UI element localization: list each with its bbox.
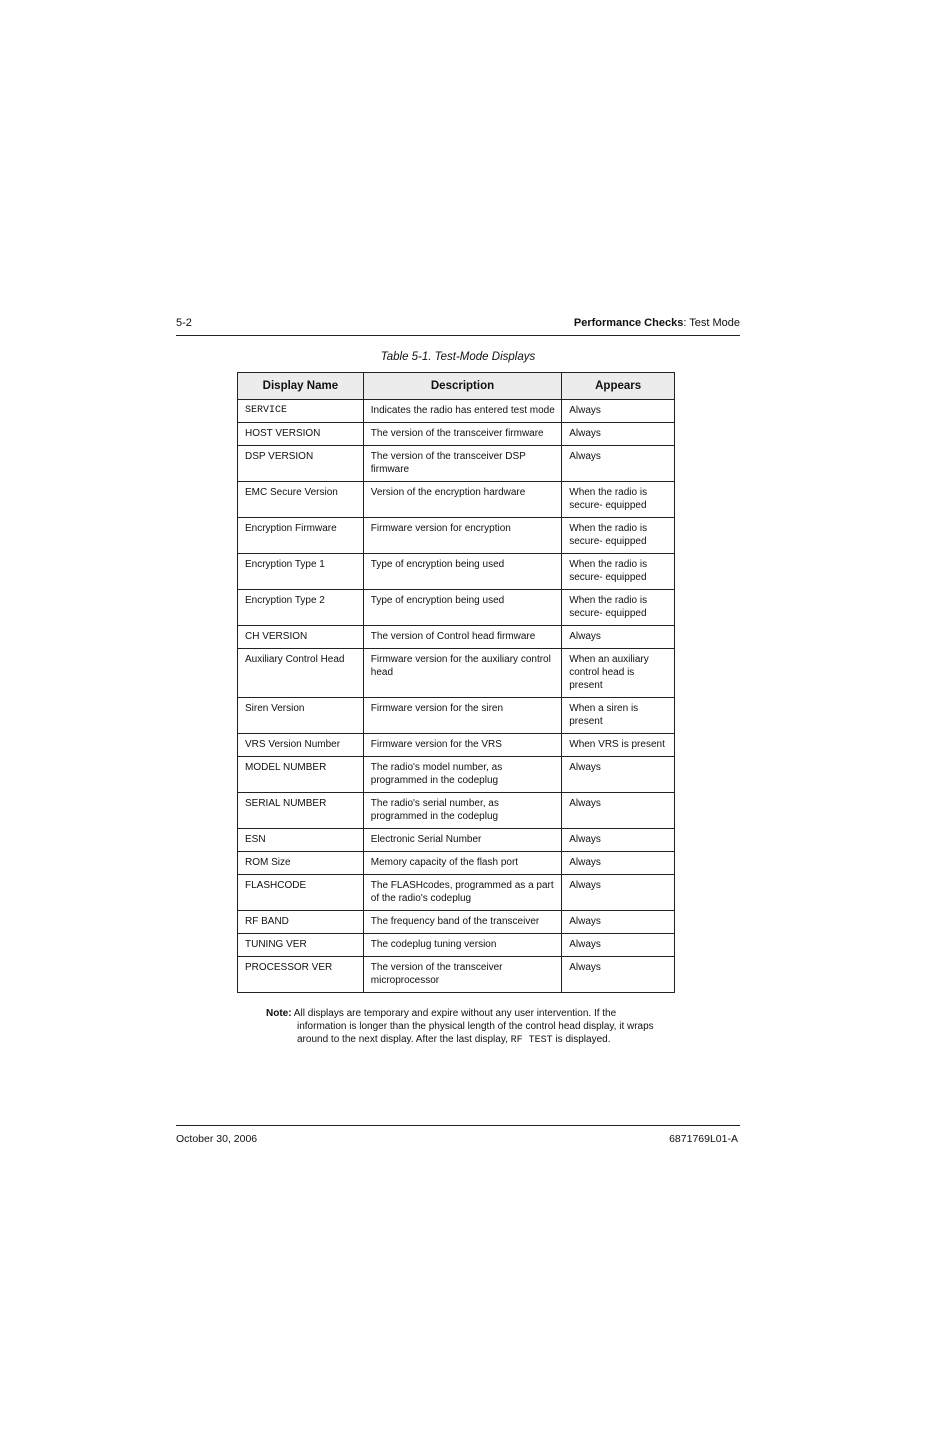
- cell-display-name: ESN: [238, 829, 364, 852]
- cell-appears: When the radio is secure- equipped: [562, 554, 675, 590]
- cell-display-name: SERVICE: [238, 400, 364, 423]
- cell-appears: When an auxiliary control head is present: [562, 649, 675, 698]
- header-rule: [176, 335, 740, 336]
- cell-appears: Always: [562, 829, 675, 852]
- cell-description: Firmware version for encryption: [363, 518, 561, 554]
- cell-display-name: Encryption Type 1: [238, 554, 364, 590]
- cell-description: Indicates the radio has entered test mode: [363, 400, 561, 423]
- table-row: [238, 554, 675, 590]
- cell-appears: Always: [562, 875, 675, 911]
- cell-description: The version of the transceiver firmware: [363, 423, 561, 446]
- cell-display-name: Encryption Firmware: [238, 518, 364, 554]
- table-header-row: [238, 373, 675, 400]
- page-footer: [176, 1133, 740, 1147]
- note-text-after: is displayed.: [552, 1034, 611, 1045]
- cell-display-name: RF BAND: [238, 911, 364, 934]
- cell-appears: Always: [562, 852, 675, 875]
- table-row: [238, 957, 675, 993]
- cell-display-name: Auxiliary Control Head: [238, 649, 364, 698]
- table-row: [238, 400, 675, 423]
- footer-rule: [176, 1125, 740, 1126]
- page-header: [176, 317, 740, 335]
- footer-doc-number: 6871769L01-A: [669, 1133, 738, 1145]
- cell-appears: When the radio is secure- equipped: [562, 518, 675, 554]
- footer-date: October 30, 2006: [176, 1133, 258, 1145]
- cell-description: Electronic Serial Number: [363, 829, 561, 852]
- page-number: 5-2: [176, 317, 192, 329]
- cell-description: Firmware version for the VRS: [363, 734, 561, 757]
- column-header-appears: Appears: [562, 373, 675, 400]
- table-row: [238, 793, 675, 829]
- cell-description: The frequency band of the transceiver: [363, 911, 561, 934]
- cell-appears: Always: [562, 626, 675, 649]
- table-row: [238, 852, 675, 875]
- cell-appears: Always: [562, 793, 675, 829]
- section-title-bold: Performance Checks: [573, 317, 684, 329]
- test-mode-table: [237, 372, 675, 993]
- cell-display-name: EMC Secure Version: [238, 482, 364, 518]
- cell-description: Firmware version for the auxiliary control head: [363, 649, 561, 698]
- cell-display-name: Encryption Type 2: [238, 590, 364, 626]
- cell-description: Firmware version for the siren: [363, 698, 561, 734]
- table-body: [238, 400, 675, 993]
- column-header-description: Description: [363, 373, 561, 400]
- table-row: [238, 626, 675, 649]
- table-row: [238, 698, 675, 734]
- cell-display-name: Siren Version: [238, 698, 364, 734]
- cell-appears: Always: [562, 757, 675, 793]
- cell-description: The version of the transceiver microprocessor: [363, 957, 561, 993]
- cell-appears: When VRS is present: [562, 734, 675, 757]
- cell-appears: Always: [562, 446, 675, 482]
- cell-description: Version of the encryption hardware: [363, 482, 561, 518]
- table-row: [238, 875, 675, 911]
- table-row: [238, 649, 675, 698]
- note-body: [266, 1007, 656, 1047]
- section-title-sep: :: [683, 317, 690, 329]
- table-row: [238, 482, 675, 518]
- cell-appears: Always: [562, 957, 675, 993]
- column-header-display-name: Display Name: [238, 373, 364, 400]
- table-row: [238, 590, 675, 626]
- cell-display-name: DSP VERSION: [238, 446, 364, 482]
- cell-description: The codeplug tuning version: [363, 934, 561, 957]
- cell-appears: Always: [562, 911, 675, 934]
- table-caption: Table 5-1. Test-Mode Displays: [380, 351, 536, 363]
- table-row: [238, 757, 675, 793]
- cell-appears: When a siren is present: [562, 698, 675, 734]
- cell-display-name: PROCESSOR VER: [238, 957, 364, 993]
- note-code: RF TEST: [510, 1035, 553, 1046]
- cell-display-name: TUNING VER: [238, 934, 364, 957]
- cell-appears: Always: [562, 400, 675, 423]
- table-row: [238, 829, 675, 852]
- cell-description: Type of encryption being used: [363, 590, 561, 626]
- cell-display-name: CH VERSION: [238, 626, 364, 649]
- cell-description: The radio's model number, as programmed in the codeplug: [363, 757, 561, 793]
- table-row: [238, 934, 675, 957]
- cell-description: Type of encryption being used: [363, 554, 561, 590]
- table-row: [238, 734, 675, 757]
- cell-description: The version of the transceiver DSP firmware: [363, 446, 561, 482]
- cell-display-name: MODEL NUMBER: [238, 757, 364, 793]
- table-row: [238, 446, 675, 482]
- cell-appears: Always: [562, 423, 675, 446]
- cell-description: The version of Control head firmware: [363, 626, 561, 649]
- table-row: [238, 423, 675, 446]
- cell-display-name: FLASHCODE: [238, 875, 364, 911]
- cell-display-name: VRS Version Number: [238, 734, 364, 757]
- note-label: Note:: [266, 1008, 292, 1019]
- note-text-before: All displays are temporary and expire without any user intervention. If the information is longer than the physical length of the control head display, it wraps around to the next display. After the last display,: [293, 1008, 654, 1045]
- cell-display-name: HOST VERSION: [238, 423, 364, 446]
- table-note: [266, 1007, 656, 1047]
- table-row: [238, 518, 675, 554]
- cell-description: The FLASHcodes, programmed as a part of the radio's codeplug: [363, 875, 561, 911]
- table-row: [238, 911, 675, 934]
- cell-description: The radio's serial number, as programmed in the codeplug: [363, 793, 561, 829]
- cell-description: Memory capacity of the flash port: [363, 852, 561, 875]
- cell-display-name: ROM Size: [238, 852, 364, 875]
- cell-appears: Always: [562, 934, 675, 957]
- cell-appears: When the radio is secure- equipped: [562, 590, 675, 626]
- cell-appears: When the radio is secure- equipped: [562, 482, 675, 518]
- cell-display-name: SERIAL NUMBER: [238, 793, 364, 829]
- section-title-rest: Test Mode: [689, 317, 740, 329]
- section-title: [574, 317, 740, 329]
